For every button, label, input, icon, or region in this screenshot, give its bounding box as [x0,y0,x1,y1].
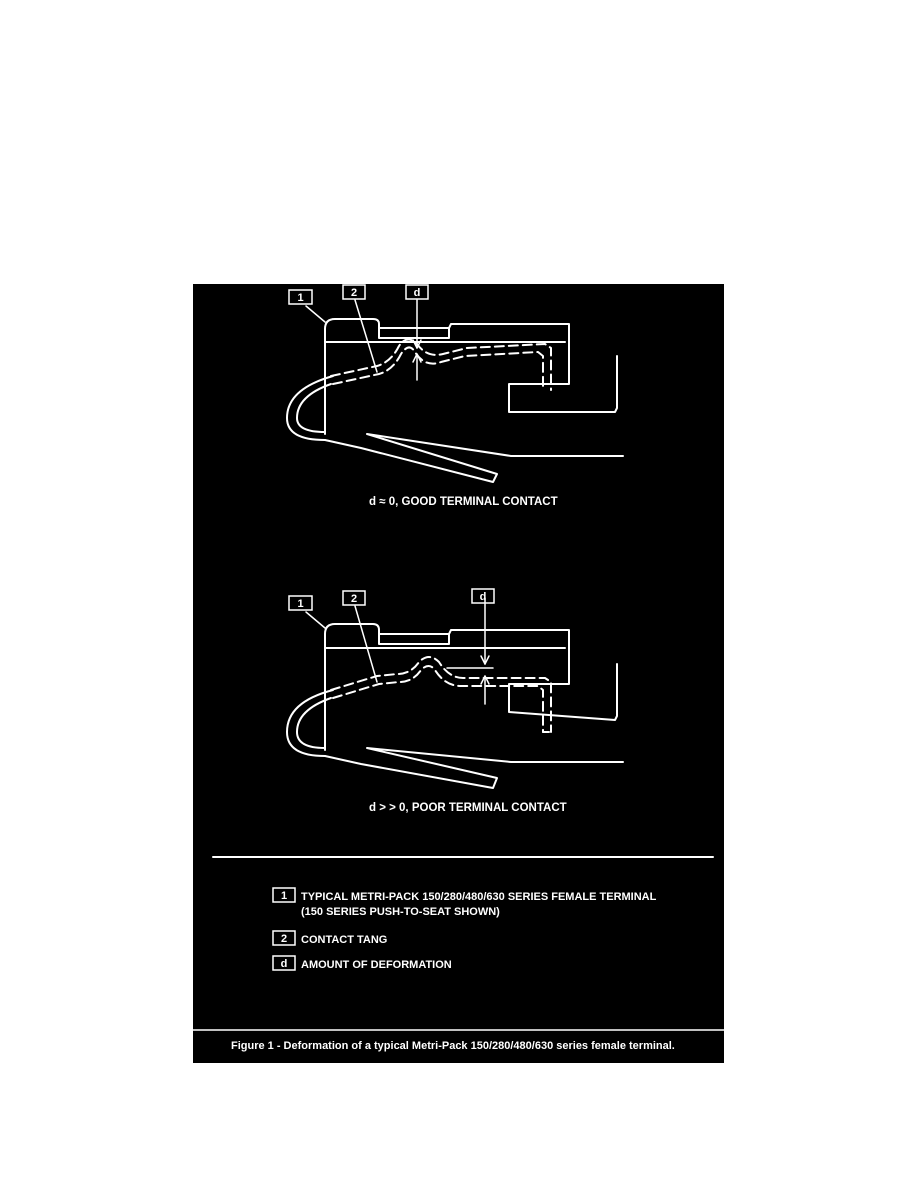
bottom-marker-2 [343,591,365,605]
bottom-diagram-caption: d > > 0, POOR TERMINAL CONTACT [369,802,567,814]
bottom-terminal-drawing [287,598,623,788]
svg-text:1: 1 [297,598,304,610]
svg-text:CONTACT TANG: CONTACT TANG [301,934,388,946]
svg-text:1: 1 [297,292,304,304]
top-marker-1 [289,290,312,304]
legend-item-2 [273,931,387,946]
svg-text:d: d [280,958,288,970]
figure-panel [193,284,724,1063]
top-marker-2 [343,285,365,299]
terminal-diagram [193,284,724,1063]
legend-item-d [273,956,452,971]
svg-text:2: 2 [350,287,358,299]
svg-text:(150 SERIES PUSH-TO-SEAT SHOWN: (150 SERIES PUSH-TO-SEAT SHOWN) [301,906,500,918]
figure-caption: Figure 1 - Deformation of a typical Metri-Pack 150/280/480/630 series female terminal. [231,1040,675,1052]
svg-text:1: 1 [280,890,288,902]
svg-text:AMOUNT OF DEFORMATION: AMOUNT OF DEFORMATION [301,959,452,971]
top-diagram-caption: d ≈ 0, GOOD TERMINAL CONTACT [369,496,558,508]
svg-text:TYPICAL METRI-PACK 150/280/480: TYPICAL METRI-PACK 150/280/480/630 SERIES FEMALE TERMINAL [301,891,657,903]
bottom-marker-1 [289,596,312,610]
legend-item-1 [273,888,657,918]
top-marker-d [406,285,428,299]
bottom-marker-d [472,589,494,603]
svg-text:d: d [479,591,487,603]
top-terminal-drawing [287,300,623,482]
svg-text:d: d [413,287,421,299]
svg-text:2: 2 [280,933,288,945]
svg-text:2: 2 [350,593,358,605]
